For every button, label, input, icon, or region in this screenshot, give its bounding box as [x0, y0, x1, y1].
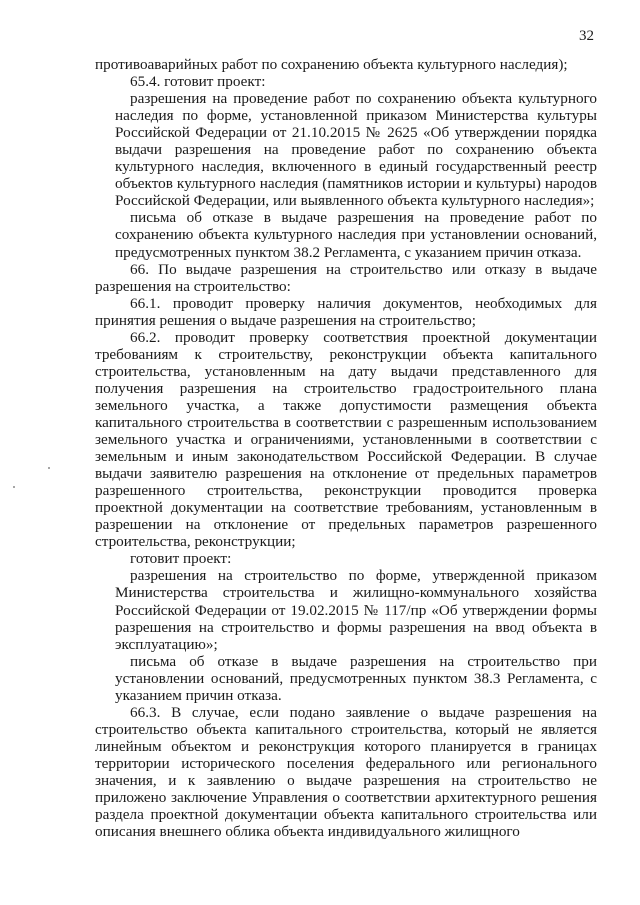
paragraph: 66.2. проводит проверку соответствия проектной документации требованиям к строительству, реконструкции объекта капитального строительства, установленным на дату выдачи представленного для получения разрешения на строительство градостроительного плана земельного участка, а также допустимости размещения объекта капитального строительства в соответствии с разрешенным использованием земельного участка и ограничениями, установленными в соответствии с земельным и иным законодательством Российской Федерации. В случае выдачи заявителю разрешения на отклонение от предельных параметров разрешенного строительства, реконструкции проводится проверка проектной документации на соответствие требованиям, установленным в разрешении на отклонение от предельных параметров разрешенного строительства, реконструкции;: [95, 328, 597, 551]
paragraph: письма об отказе в выдаче разрешения на проведение работ по сохранению объекта культурного наследия при установлении оснований, предусмотренных пунктом 38.2 Регламента, с указанием причин отказа.: [115, 209, 597, 261]
paragraph: готовит проект:: [130, 550, 232, 568]
paragraph: 66.3. В случае, если подано заявление о выдаче разрешения на строительство объекта капитального строительства, который не является линейным объектом и реконструкция которого планируется в границах территории исторического поселения федерального или регионального значения, и к заявлению о выдаче разрешения на строительство не приложено заключение Управления о соответствии архитектурного решения раздела проектной документации объекта капитального строительства или описания внешнего облика объекта индивидуального жилищного: [95, 703, 597, 841]
paragraph: противоаварийных работ по сохранению объекта культурного наследия);: [95, 56, 568, 73]
scan-speck: [13, 486, 15, 488]
paragraph: 65.4. готовит проект:: [130, 73, 266, 91]
paragraph: разрешения на строительство по форме, утвержденной приказом Министерства строительства и жилищно-коммунального хозяйства Российской Федерации от 19.02.2015 № 117/пр «Об утверждении формы разрешения на строительство и формы разрешения на ввод объекта в эксплуатацию»;: [115, 567, 597, 653]
paragraph: 66. По выдаче разрешения на строительство или отказу в выдаче разрешения на строительство:: [95, 260, 597, 295]
paragraph: 66.1. проводит проверку наличия документов, необходимых для принятия решения о выдаче разрешения на строительство;: [95, 294, 597, 329]
page-number: 32: [579, 28, 594, 44]
scan-speck: [48, 467, 50, 469]
paragraph: письма об отказе в выдаче разрешения на строительство при установлении оснований, предусмотренных пунктом 38.3 Регламента, с указанием причин отказа.: [115, 652, 597, 704]
document-body: [95, 56, 597, 840]
paragraph: разрешения на проведение работ по сохранению объекта культурного наследия по форме, установленной приказом Министерства культуры Российской Федерации от 21.10.2015 № 2625 «Об утверждении порядка выдачи разрешения на проведение работ по сохранению объекта культурного наследия, включенного в единый государственный реестр объектов культурного наследия (памятников истории и культуры) народов Российской Федерации, или выявленного объекта культурного наследия»;: [115, 90, 597, 210]
